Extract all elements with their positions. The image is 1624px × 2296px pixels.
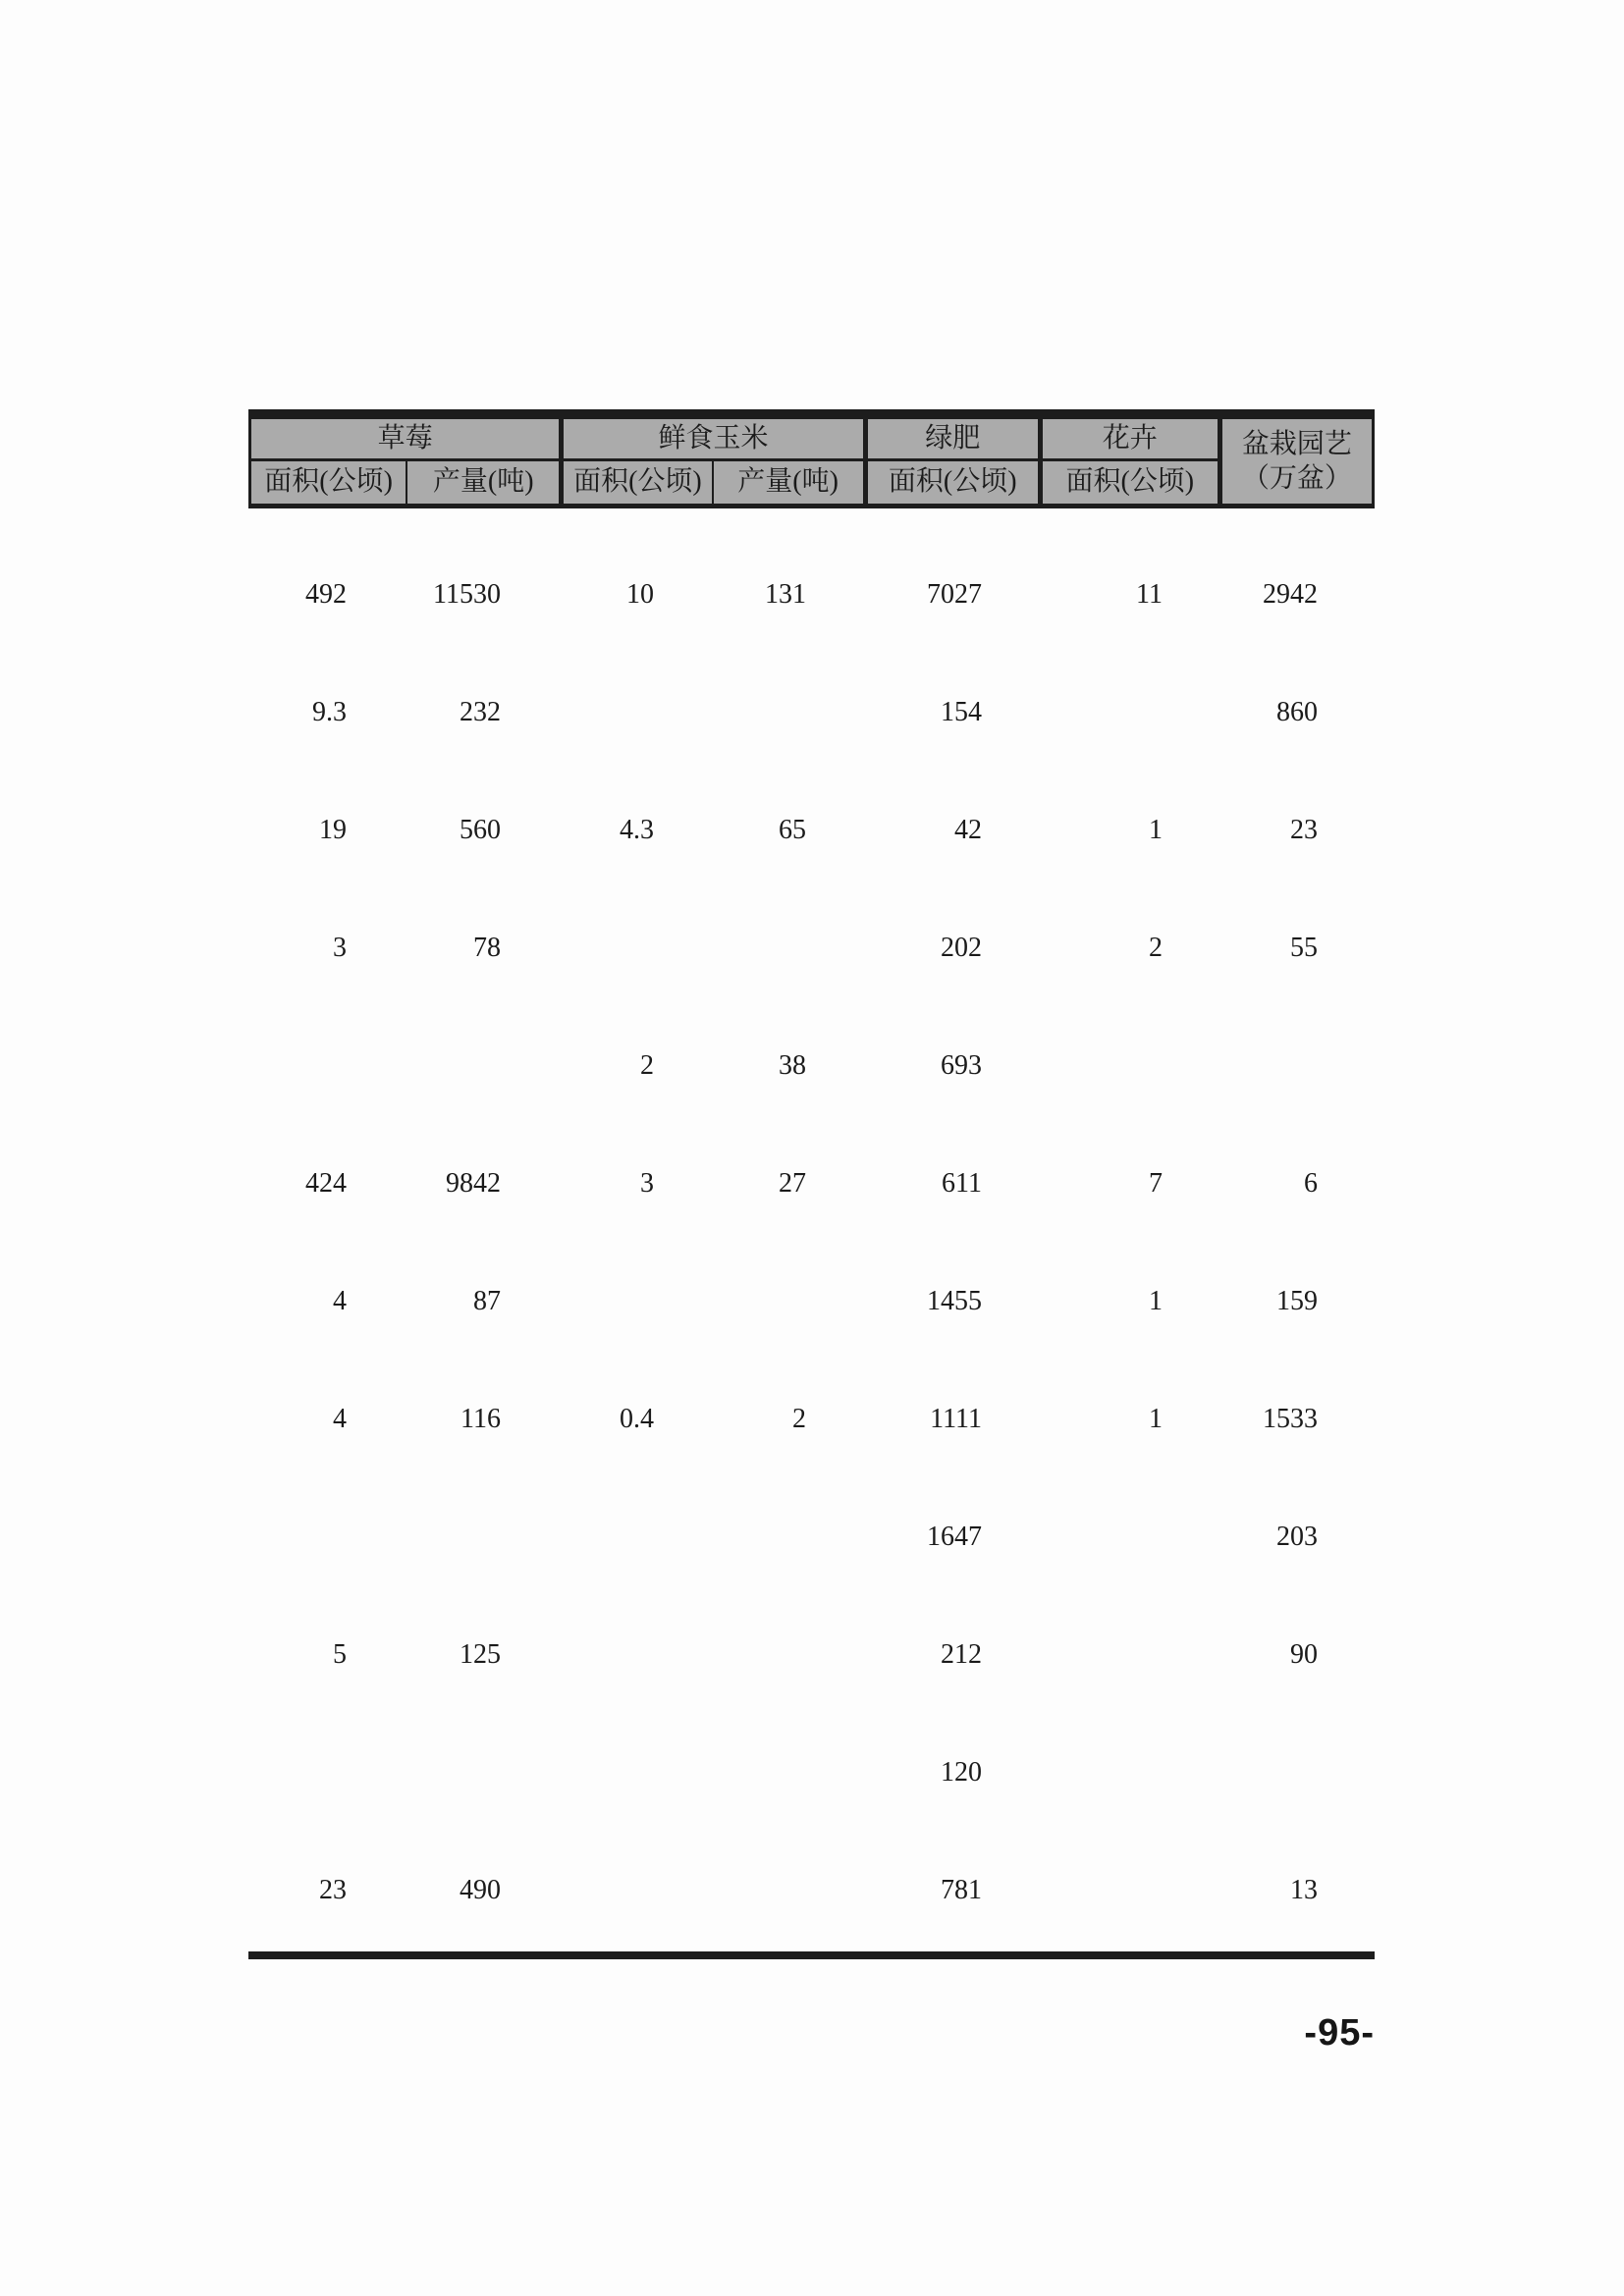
col-group-green-manure: 绿肥 bbox=[863, 419, 1038, 458]
table-cell: 10 bbox=[626, 579, 654, 610]
table-cell: 23 bbox=[1290, 815, 1318, 845]
table-cell bbox=[1039, 1478, 1219, 1596]
table-cell bbox=[558, 1832, 711, 1949]
table-cell: 6 bbox=[1304, 1168, 1318, 1199]
table-cell: 9.3 bbox=[312, 697, 347, 727]
table-cell bbox=[404, 1007, 558, 1125]
table-cell: 1 bbox=[1149, 1286, 1163, 1316]
table-cell: 13 bbox=[1290, 1875, 1318, 1905]
table-cell bbox=[1219, 1714, 1375, 1832]
page-number: -95- bbox=[1304, 2012, 1375, 2054]
table-cell: 1 bbox=[1149, 1404, 1163, 1434]
table-cell: 3 bbox=[640, 1168, 654, 1199]
col-header-strawberry-output: 产量(吨) bbox=[406, 458, 559, 504]
table-cell: 87 bbox=[473, 1286, 501, 1316]
statistics-table bbox=[248, 409, 1375, 1959]
table-cell: 0.4 bbox=[620, 1404, 654, 1434]
col-group-strawberry: 草莓 bbox=[377, 422, 433, 454]
table-cell: 78 bbox=[473, 933, 501, 963]
table-cell: 9842 bbox=[446, 1168, 501, 1199]
table-cell: 11530 bbox=[433, 579, 501, 610]
table-cell bbox=[1219, 1007, 1375, 1125]
col-header-flowers-area: 面积(公顷) bbox=[1038, 458, 1218, 504]
table-cell bbox=[711, 654, 863, 772]
table-cell: 2 bbox=[1149, 933, 1163, 963]
table-cell: 120 bbox=[941, 1757, 982, 1788]
table-cell bbox=[711, 1714, 863, 1832]
col-group-fresh-corn: 鲜食玉米 bbox=[559, 419, 862, 458]
table-cell bbox=[1039, 654, 1219, 772]
table-cell bbox=[1039, 1714, 1219, 1832]
table-cell: 693 bbox=[941, 1050, 982, 1081]
potted-horticulture-label: 盆栽园艺 bbox=[1241, 429, 1352, 459]
table-cell: 2 bbox=[640, 1050, 654, 1081]
table-cell bbox=[248, 1478, 404, 1596]
table-cell: 5 bbox=[333, 1639, 347, 1670]
table-cell: 116 bbox=[460, 1404, 501, 1434]
table-cell bbox=[711, 1478, 863, 1596]
table-cell: 4 bbox=[333, 1404, 347, 1434]
table-cell: 4 bbox=[333, 1286, 347, 1316]
table-cell bbox=[1039, 1832, 1219, 1949]
table-cell: 781 bbox=[941, 1875, 982, 1905]
table-cell bbox=[711, 1596, 863, 1714]
potted-horticulture-unit: （万盆） bbox=[1241, 463, 1352, 494]
table-cell bbox=[248, 1007, 404, 1125]
table-cell: 2 bbox=[792, 1404, 806, 1434]
table-cell bbox=[558, 654, 711, 772]
table-header bbox=[248, 409, 1375, 508]
table-cell: 154 bbox=[941, 697, 982, 727]
table-cell: 19 bbox=[319, 815, 347, 845]
table-cell: 1647 bbox=[927, 1522, 982, 1552]
table-cell bbox=[711, 1243, 863, 1361]
table-cell: 159 bbox=[1276, 1286, 1318, 1316]
table-cell: 38 bbox=[779, 1050, 806, 1081]
table-cell: 1 bbox=[1149, 815, 1163, 845]
table-cell: 2942 bbox=[1263, 579, 1318, 610]
table-cell: 4.3 bbox=[620, 815, 654, 845]
table-body bbox=[248, 508, 1375, 1949]
table-cell: 3 bbox=[333, 933, 347, 963]
table-cell: 232 bbox=[460, 697, 501, 727]
table-cell: 23 bbox=[319, 1875, 347, 1905]
table-cell bbox=[558, 1714, 711, 1832]
col-header-corn-output: 产量(吨) bbox=[712, 458, 863, 504]
table-cell: 11 bbox=[1136, 579, 1163, 610]
table-cell bbox=[558, 1243, 711, 1361]
table-cell: 125 bbox=[460, 1639, 501, 1670]
table-bottom-rule bbox=[248, 1951, 1375, 1959]
table-cell bbox=[1039, 1007, 1219, 1125]
table-cell: 203 bbox=[1276, 1522, 1318, 1552]
table-cell bbox=[404, 1478, 558, 1596]
table-cell: 202 bbox=[941, 933, 982, 963]
table-cell: 42 bbox=[954, 815, 982, 845]
table-cell: 860 bbox=[1276, 697, 1318, 727]
table-cell bbox=[558, 1478, 711, 1596]
table-cell: 65 bbox=[779, 815, 806, 845]
table-cell: 55 bbox=[1290, 933, 1318, 963]
col-group-potted-horticulture bbox=[1218, 419, 1372, 504]
col-header-corn-area: 面积(公顷) bbox=[559, 458, 711, 504]
table-cell bbox=[711, 889, 863, 1007]
table-cell: 611 bbox=[942, 1168, 982, 1199]
table-cell bbox=[558, 1596, 711, 1714]
table-cell bbox=[248, 1714, 404, 1832]
col-header-green-manure-area: 面积(公顷) bbox=[863, 458, 1038, 504]
table-cell: 27 bbox=[779, 1168, 806, 1199]
table-cell bbox=[1039, 1596, 1219, 1714]
table-cell bbox=[558, 889, 711, 1007]
table-cell: 7027 bbox=[927, 579, 982, 610]
table-cell: 131 bbox=[765, 579, 806, 610]
table-cell: 1111 bbox=[930, 1404, 982, 1434]
table-cell: 1533 bbox=[1263, 1404, 1318, 1434]
table-cell bbox=[711, 1832, 863, 1949]
table-cell bbox=[404, 1714, 558, 1832]
table-cell: 490 bbox=[460, 1875, 501, 1905]
table-cell: 560 bbox=[460, 815, 501, 845]
col-header-strawberry-area: 面积(公顷) bbox=[251, 458, 406, 504]
col-group-flowers: 花卉 bbox=[1038, 419, 1218, 458]
table-cell: 212 bbox=[941, 1639, 982, 1670]
table-cell: 424 bbox=[305, 1168, 347, 1199]
table-cell: 90 bbox=[1290, 1639, 1318, 1670]
table-cell: 7 bbox=[1149, 1168, 1163, 1199]
table-cell: 1455 bbox=[927, 1286, 982, 1316]
table-cell: 492 bbox=[305, 579, 347, 610]
